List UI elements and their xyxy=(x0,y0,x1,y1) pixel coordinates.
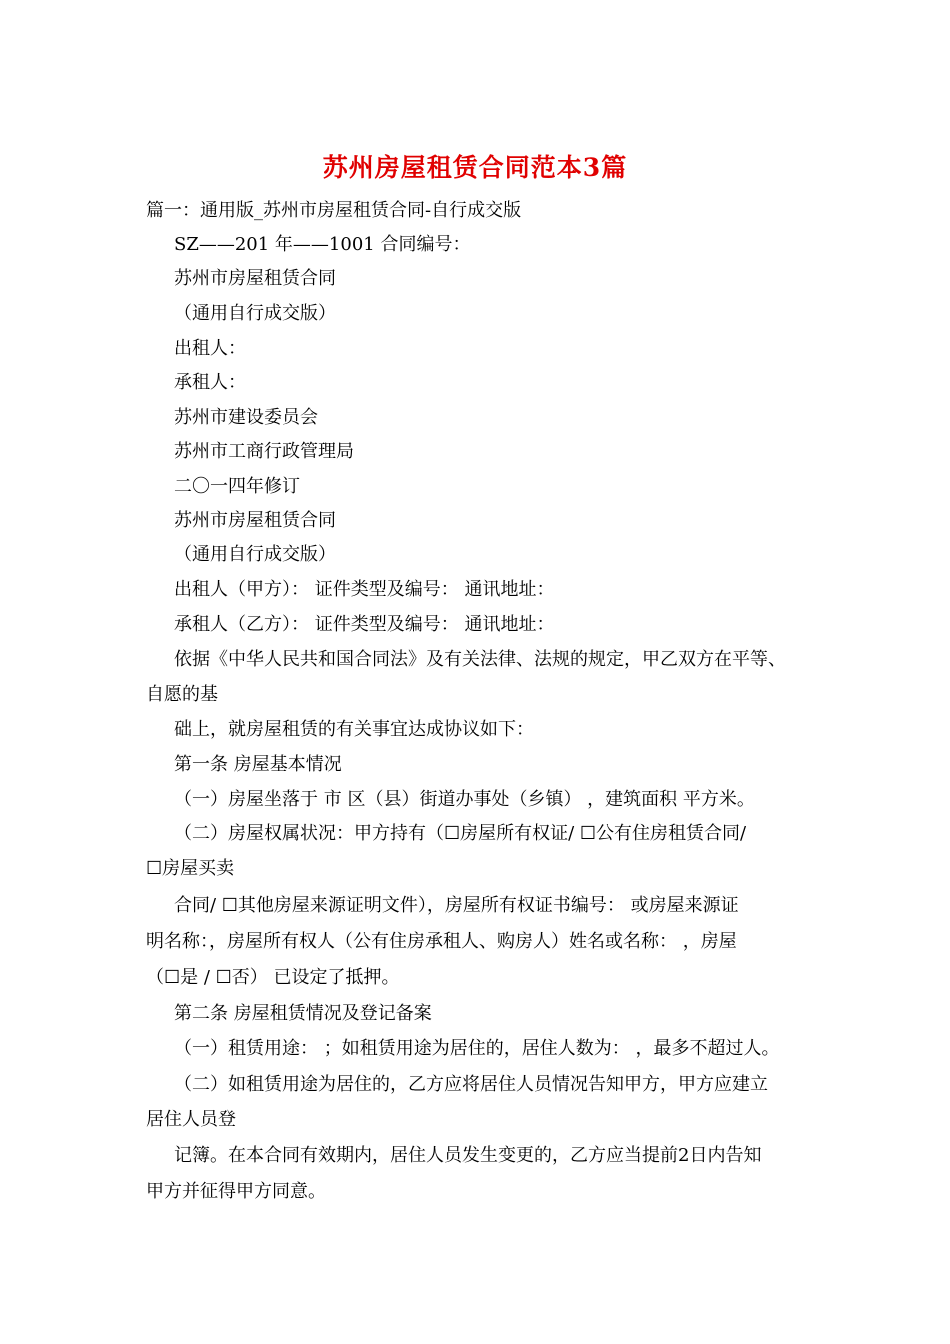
revision-line: 二〇一四年修订 xyxy=(174,476,300,497)
article-heading: 第一条 房屋基本情况 xyxy=(174,754,342,775)
paragraph-line: 础上，就房屋租赁的有关事宜达成协议如下： xyxy=(174,719,534,740)
contract-edition: （通用自行成交版） xyxy=(174,544,336,565)
contract-edition: （通用自行成交版） xyxy=(174,303,336,324)
lessee-line: 承租人： xyxy=(174,372,246,393)
clause-line: 居住人员登 xyxy=(146,1109,236,1130)
party-b-line: 承租人（乙方）： 证件类型及编号： 通讯地址： xyxy=(174,614,555,635)
section-heading: 篇一：通用版_苏州市房屋租赁合同-自行成交版 xyxy=(146,200,522,221)
lessor-line: 出租人： xyxy=(174,338,246,359)
clause-line: （一）房屋坐落于 市 区（县）街道办事处（乡镇） ，建筑面积 平方米。 xyxy=(174,789,755,810)
clause-line: （☐是 / ☐否） 已设定了抵押。 xyxy=(146,967,400,988)
clause-line: （二）房屋权属状况：甲方持有（☐房屋所有权证/ ☐公有住房租赁合同/ xyxy=(174,823,747,844)
article-heading: 第二条 房屋租赁情况及登记备案 xyxy=(174,1003,432,1024)
party-a-line: 出租人（甲方）： 证件类型及编号： 通讯地址： xyxy=(174,579,555,600)
clause-line: （一）租赁用途： ；如租赁用途为居住的，居住人数为： ，最多不超过人。 xyxy=(174,1038,780,1059)
contract-name: 苏州市房屋租赁合同 xyxy=(174,510,336,531)
clause-line: 明名称：，房屋所有权人（公有住房承租人、购房人）姓名或名称： ，房屋 xyxy=(146,931,737,952)
paragraph-line: 自愿的基 xyxy=(146,684,218,705)
clause-line: （二）如租赁用途为居住的，乙方应将居住人员情况告知甲方，甲方应建立 xyxy=(174,1074,768,1095)
contract-number-line: SZ——201 年——1001 合同编号： xyxy=(174,234,471,255)
clause-line: ☐房屋买卖 xyxy=(146,858,235,879)
clause-line: 合同/ ☐其他房屋来源证明文件），房屋所有权证书编号： 或房屋来源证 xyxy=(174,895,739,916)
clause-line: 记簿。在本合同有效期内，居住人员发生变更的，乙方应当提前2日内告知 xyxy=(174,1145,762,1166)
issuer-line: 苏州市工商行政管理局 xyxy=(174,441,354,462)
clause-line: 甲方并征得甲方同意。 xyxy=(146,1181,326,1202)
issuer-line: 苏州市建设委员会 xyxy=(174,407,318,428)
document-title: 苏州房屋租赁合同范本3篇 xyxy=(322,153,628,182)
paragraph-line: 依据《中华人民共和国合同法》及有关法律、法规的规定，甲乙双方在平等、 xyxy=(174,649,786,670)
contract-name: 苏州市房屋租赁合同 xyxy=(174,268,336,289)
